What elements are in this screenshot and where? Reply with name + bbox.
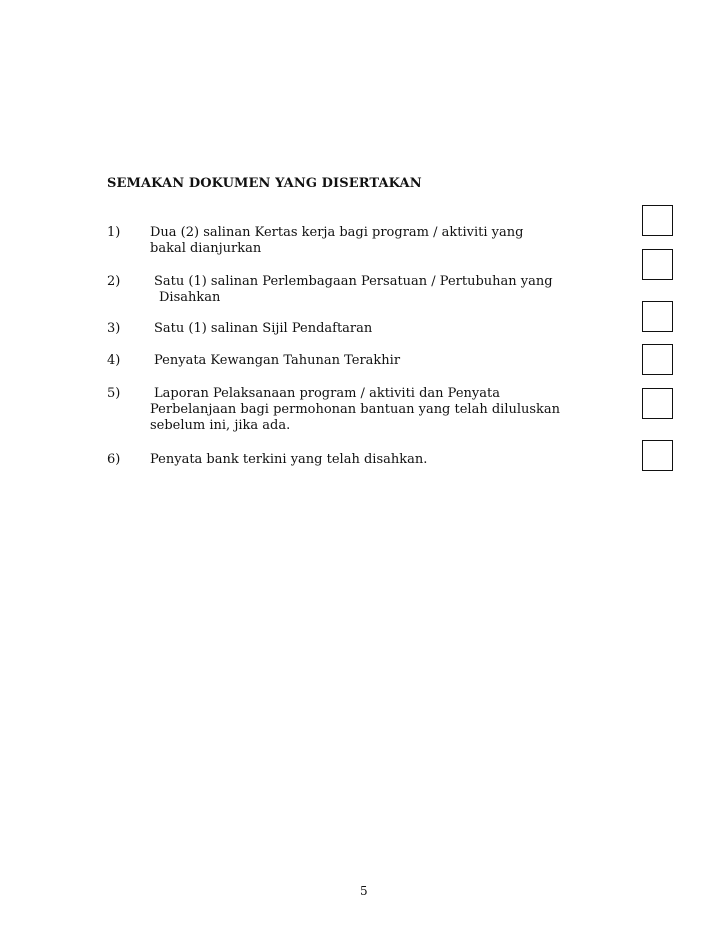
item-text: [154, 321, 574, 337]
item-line: Penyata bank terkini yang telah disahkan.: [150, 452, 428, 467]
item-line: Disahkan: [159, 290, 221, 305]
item-line: bakal dianjurkan: [150, 241, 262, 256]
item-line: Dua (2) salinan Kertas kerja bagi program / aktiviti yang: [150, 225, 524, 240]
item-text: [150, 452, 570, 468]
item-line: Satu (1) salinan Sijil Pendaftaran: [154, 321, 373, 336]
item-number: 1): [107, 225, 121, 240]
item-number: 5): [107, 386, 121, 401]
item-number: 2): [107, 274, 121, 289]
checklist-heading: SEMAKAN DOKUMEN YANG DISERTAKAN: [107, 176, 422, 191]
item-number: 4): [107, 353, 121, 368]
item-text: [154, 353, 574, 369]
checkbox-item-1[interactable]: [642, 205, 673, 236]
item-line: Laporan Pelaksanaan program / aktiviti dan Penyata: [154, 386, 500, 401]
item-text: [150, 386, 570, 434]
checkbox-item-2[interactable]: [642, 249, 673, 280]
item-line: Perbelanjaan bagi permohonan bantuan yang telah diluluskan: [150, 402, 561, 417]
item-number: 3): [107, 321, 121, 336]
checkbox-item-4[interactable]: [642, 344, 673, 375]
item-text: [150, 225, 570, 257]
checkbox-item-6[interactable]: [642, 440, 673, 471]
item-number: 6): [107, 452, 121, 467]
page-number: 5: [360, 884, 368, 898]
item-text: [154, 274, 574, 306]
checkbox-item-5[interactable]: [642, 388, 673, 419]
checkbox-item-3[interactable]: [642, 301, 673, 332]
item-line: Satu (1) salinan Perlembagaan Persatuan / Pertubuhan yang: [154, 274, 553, 289]
item-line: sebelum ini, jika ada.: [150, 418, 291, 433]
item-line: Penyata Kewangan Tahunan Terakhir: [154, 353, 401, 368]
